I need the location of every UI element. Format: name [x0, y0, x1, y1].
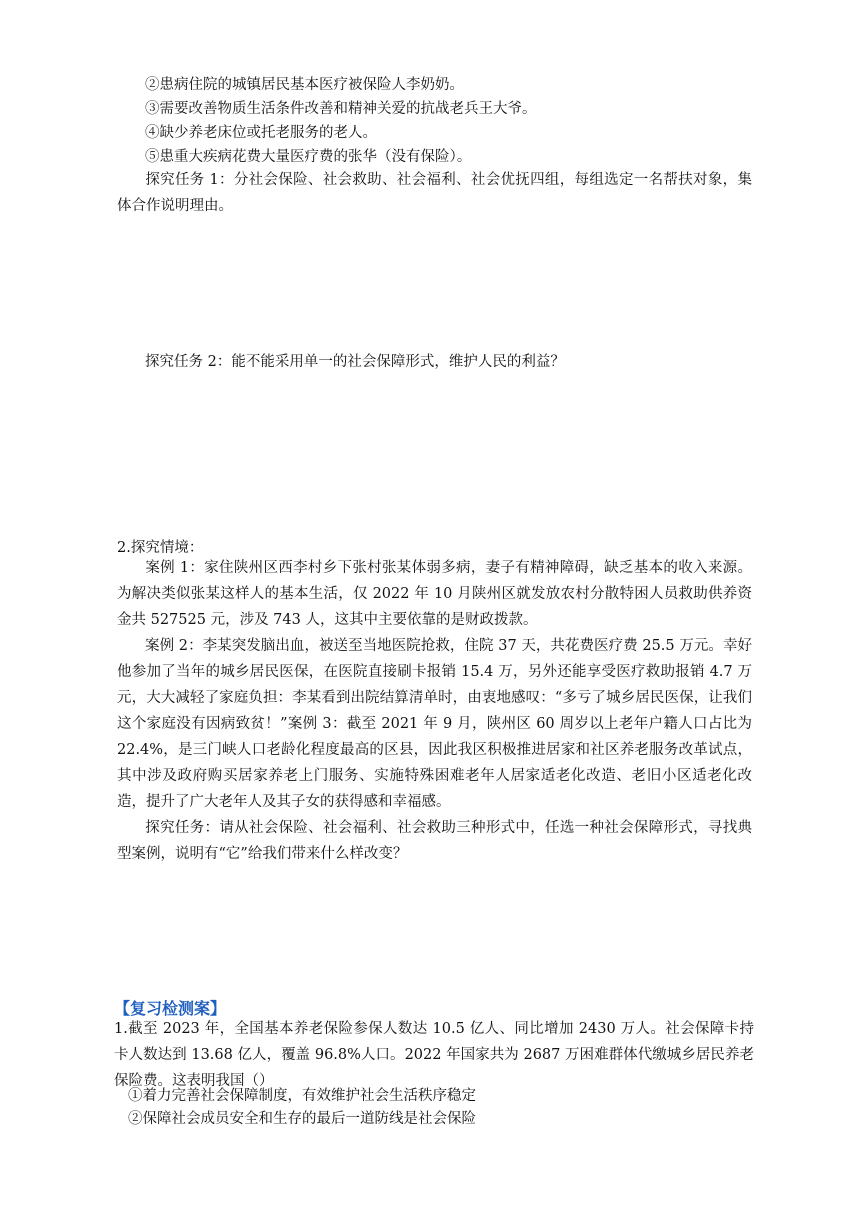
- option-1: ①着力完善社会保障制度，有效维护社会生活秩序稳定: [128, 1088, 476, 1104]
- case-1: 案例 1：家住陕州区西李村乡下张村张某体弱多病，妻子有精神障碍，缺乏基本的收入来源。为解决类似张某这样人的基本生活，仅 2022 年 10 月陕州区就发放农村分散特困人员救助供养资金共 527525 元，涉及 743 人，这其中主要依靠的是财政拨款。: [117, 560, 752, 628]
- task-1: 探究任务 1：分社会保险、社会救助、社会福利、社会优抚四组，每组选定一名帮扶对象，集体合作说明理由。: [117, 172, 752, 214]
- list-item: ②患病住院的城镇居民基本医疗被保险人李奶奶。: [145, 77, 464, 93]
- situation-title: 2.探究情境：: [117, 540, 204, 556]
- list-item: ③需要改善物质生活条件改善和精神关爱的抗战老兵王大爷。: [145, 101, 537, 117]
- review-heading: 【复习检测案】: [114, 999, 227, 1018]
- list-item: ④缺少养老床位或托老服务的老人。: [145, 125, 377, 141]
- task-3: 探究任务：请从社会保险、社会福利、社会救助三种形式中，任选一种社会保障形式，寻找典型案例，说明有“它”给我们带来什么样改变？: [117, 820, 752, 862]
- option-2: ②保障社会成员安全和生存的最后一道防线是社会保险: [128, 1111, 476, 1127]
- task-2: 探究任务 2：能不能采用单一的社会保障形式，维护人民的利益？: [145, 354, 565, 370]
- question-1: 1.截至 2023 年，全国基本养老保险参保人数达 10.5 亿人、同比增加 2430 万人。社会保障卡持卡人数达到 13.68 亿人，覆盖 96.8%人口。2022 年国家共为 2687 万困难群体代缴城乡居民养老保险费。这表明我国（）: [114, 1021, 754, 1089]
- list-item: ⑤患重大疾病花费大量医疗费的张华（没有保险）。: [145, 149, 472, 165]
- case-2: 案例 2：李某突发脑出血，被送至当地医院抢救，住院 37 天，共花费医疗费 25.5 万元。幸好他参加了当年的城乡居民医保，在医院直接刷卡报销 15.4 万，另外还能享受医疗救助报销 4.7 万元，大大减轻了家庭负担：李某看到出院结算清单时，由衷地感叹：“多亏了城乡居民医保，让我们这个家庭没有因病致贫！”案例 3：截至 2021 年 9 月，陕州区 60 周岁以上老年户籍人口占比为 22.4%，是三门峡人口老龄化程度最高的区县，因此我区积极推进居家和社区养老服务改革试点，其中涉及政府购买居家养老上门服务、实施特殊困难老年人居家适老化改造、老旧小区适老化改造，提升了广大老年人及其子女的获得感和幸福感。: [117, 638, 752, 810]
